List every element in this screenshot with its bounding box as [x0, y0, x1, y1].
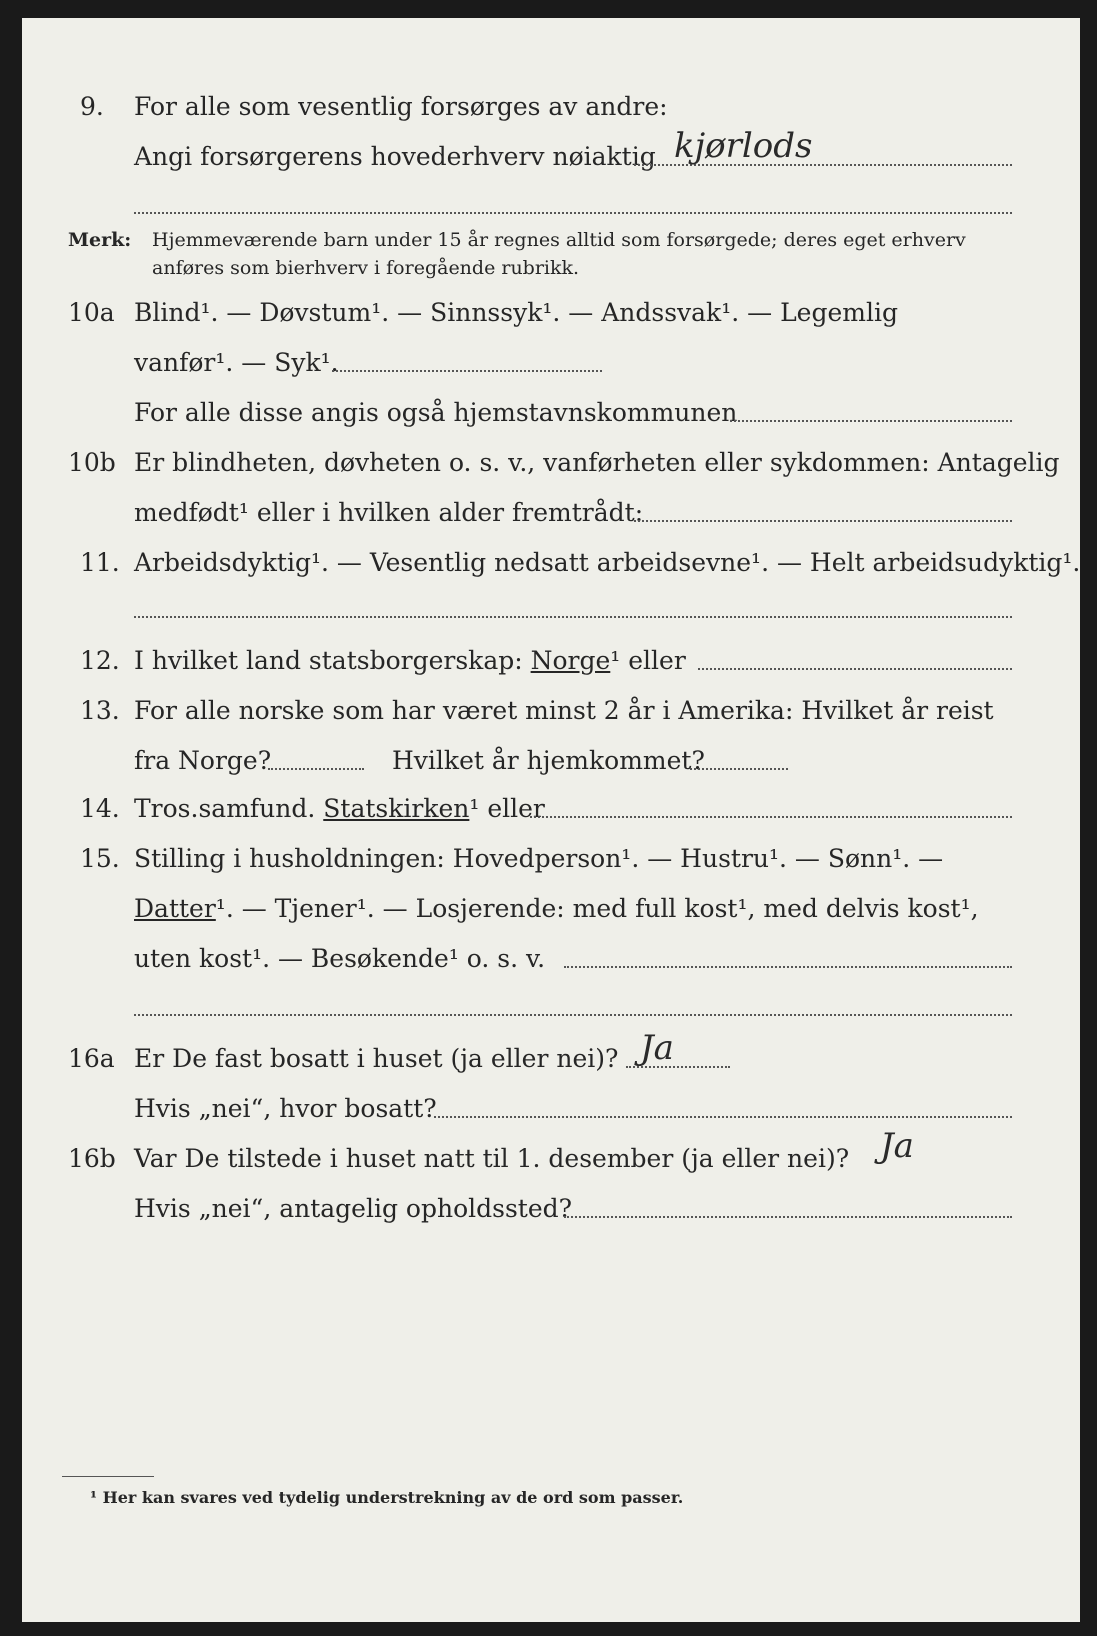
q12-text-pre: I hvilket land statsborgerskap:	[134, 646, 523, 675]
q15-text-line1: Stilling i husholdningen: Hovedperson¹. — Hustru¹. — Sønn¹. —	[134, 844, 944, 873]
q9-handwritten-answer: kjørlods	[674, 126, 813, 166]
q9-text-line2: Angi forsørgerens hovederhverv nøiaktig	[134, 142, 656, 171]
q13-text-line1: For alle norske som har været minst 2 år i Amerika: Hvilket år reist	[134, 696, 994, 725]
q10a-text-line3: For alle disse angis også hjemstavnskommunen	[134, 398, 738, 427]
q13-number: 13.	[80, 696, 120, 725]
q16a-handwritten-answer: Ja	[640, 1028, 674, 1068]
q11-number: 11.	[80, 548, 120, 577]
q9-text-line1: For alle som vesentlig forsørges av andre:	[134, 92, 668, 121]
q14-text-post: ¹ eller	[469, 794, 545, 823]
census-form-page	[22, 18, 1080, 1622]
q12-norge-underlined: Norge	[530, 646, 611, 675]
q15-text-line2	[134, 892, 979, 926]
q10a-text-line1: Blind¹. — Døvstum¹. — Sinnssyk¹. — Andssvak¹. — Legemlig	[134, 298, 898, 327]
q12-number: 12.	[80, 646, 120, 675]
q13-reist-line[interactable]	[268, 768, 364, 770]
q14-statskirken-underlined: Statskirken	[323, 794, 470, 823]
q15-text-line3: uten kost¹. — Besøkende¹ o. s. v.	[134, 944, 546, 973]
q16b-handwritten-answer: Ja	[880, 1126, 914, 1166]
q16b-opholdssted-line[interactable]	[564, 1216, 1012, 1218]
q14-number: 14.	[80, 794, 120, 823]
q15-text-line2-rest: ¹. — Tjener¹. — Losjerende: med full kost¹, med delvis kost¹,	[215, 894, 979, 923]
q11-extra-line[interactable]	[134, 616, 1012, 618]
q10a-number: 10a	[68, 298, 115, 327]
q14-text-pre: Tros.samfund.	[134, 794, 316, 823]
q15-extra-line[interactable]	[134, 1014, 1012, 1016]
q10a-hjemstavn-line[interactable]	[730, 420, 1012, 422]
q9-extra-line[interactable]	[134, 212, 1012, 214]
merk-text-line1: Hjemmeværende barn under 15 år regnes alltid som forsørgede; deres eget erhverv	[152, 229, 966, 251]
q10b-number: 10b	[68, 448, 116, 477]
q12-text-post: ¹ eller	[610, 646, 686, 675]
q15-datter-underlined: Datter	[134, 894, 216, 923]
footnote: ¹ Her kan svares ved tydelig understrekning av de ord som passer.	[90, 1488, 684, 1507]
q16b-number: 16b	[68, 1144, 116, 1173]
q13-text-line2b: Hvilket år hjemkommet?	[392, 746, 705, 775]
q14-answer-line[interactable]	[530, 816, 1012, 818]
q11-text-line1: Arbeidsdyktig¹. — Vesentlig nedsatt arbeidsevne¹. — Helt arbeidsudyktig¹.	[134, 548, 1081, 577]
q10a-syk-line[interactable]	[332, 370, 602, 372]
q16a-text-line2: Hvis „nei“, hvor bosatt?	[134, 1094, 437, 1123]
q13-text-line2a: fra Norge?	[134, 746, 272, 775]
q10b-alder-line[interactable]	[634, 520, 1012, 522]
q10b-text-line2: medfødt¹ eller i hvilken alder fremtrådt:	[134, 498, 644, 527]
q9-number: 9.	[80, 92, 104, 121]
q14-text	[134, 792, 545, 826]
q13-hjemkommet-line[interactable]	[690, 768, 788, 770]
q16a-answer-line[interactable]	[626, 1066, 730, 1068]
q15-number: 15.	[80, 844, 120, 873]
q16a-bosatt-line[interactable]	[434, 1116, 1012, 1118]
q12-text	[134, 644, 686, 678]
q16b-text-line1: Var De tilstede i huset natt til 1. desember (ja eller nei)?	[134, 1144, 850, 1173]
merk-text-line2: anføres som bierhverv i foregående rubrikk.	[152, 257, 580, 279]
merk-label: Merk:	[68, 229, 132, 251]
q10b-text-line1: Er blindheten, døvheten o. s. v., vanførheten eller sykdommen: Antagelig	[134, 448, 1060, 477]
q12-answer-line[interactable]	[698, 668, 1012, 670]
q16a-number: 16a	[68, 1044, 115, 1073]
q16b-text-line2: Hvis „nei“, antagelig opholdssted?	[134, 1194, 573, 1223]
footnote-rule	[62, 1476, 154, 1477]
q16a-text-line1: Er De fast bosatt i huset (ja eller nei)?	[134, 1044, 619, 1073]
q15-answer-line[interactable]	[564, 966, 1012, 968]
q10a-text-line2: vanfør¹. — Syk¹.	[134, 348, 339, 377]
